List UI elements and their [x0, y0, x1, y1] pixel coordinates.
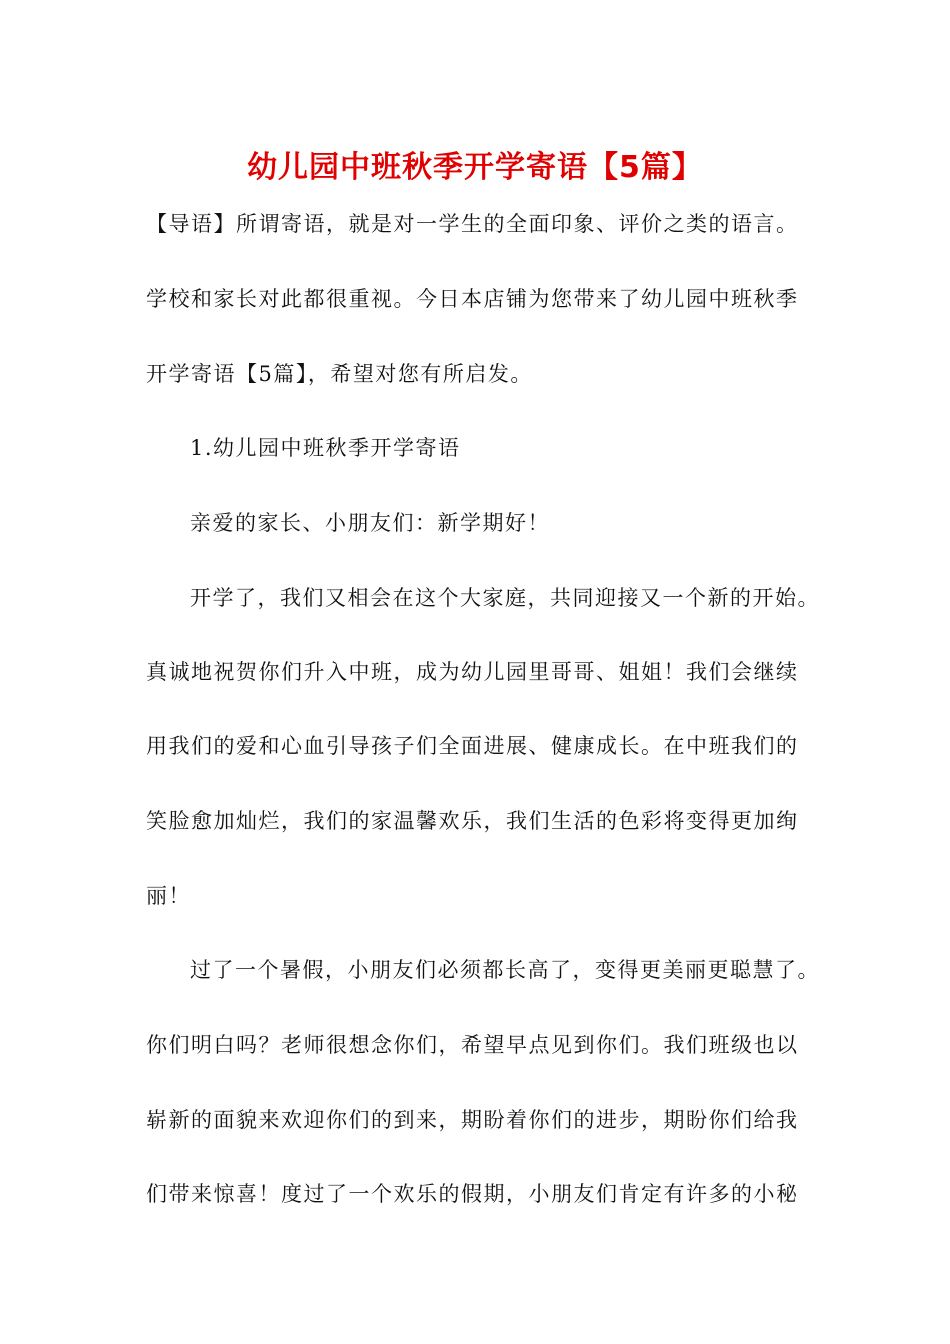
paragraph-line: 开学寄语【5篇】，希望对您有所启发。 [146, 362, 533, 386]
paragraph-line: 们带来惊喜！度过了一个欢乐的假期，小朋友们肯定有许多的小秘 [146, 1182, 799, 1206]
document-title: 幼儿园中班秋季开学寄语【5篇】 [247, 150, 703, 185]
paragraph-line: 笑脸愈加灿烂，我们的家温馨欢乐，我们生活的色彩将变得更加绚 [146, 809, 799, 833]
paragraph-line: 丽！ [146, 884, 191, 908]
paragraph-line: 真诚地祝贺你们升入中班，成为幼儿园里哥哥、姐姐！我们会继续 [146, 660, 799, 684]
paragraph-line: 你们明白吗？老师很想念你们，希望早点见到你们。我们班级也以 [146, 1033, 799, 1057]
section-heading: 1.幼儿园中班秋季开学寄语 [190, 436, 461, 460]
paragraph-line: 开学了，我们又相会在这个大家庭，共同迎接又一个新的开始。 [190, 586, 820, 610]
paragraph-line: 崭新的面貌来欢迎你们的到来，期盼着你们的进步，期盼你们给我 [146, 1108, 799, 1132]
paragraph-line: 学校和家长对此都很重视。今日本店铺为您带来了幼儿园中班秋季 [146, 287, 799, 311]
paragraph-line: 过了一个暑假，小朋友们必须都长高了，变得更美丽更聪慧了。 [190, 958, 820, 982]
paragraph-line: 【导语】所谓寄语，就是对一学生的全面印象、评价之类的语言。 [146, 212, 799, 236]
paragraph-line: 用我们的爱和心血引导孩子们全面进展、健康成长。在中班我们的 [146, 734, 799, 758]
paragraph-line: 亲爱的家长、小朋友们：新学期好！ [190, 511, 550, 535]
